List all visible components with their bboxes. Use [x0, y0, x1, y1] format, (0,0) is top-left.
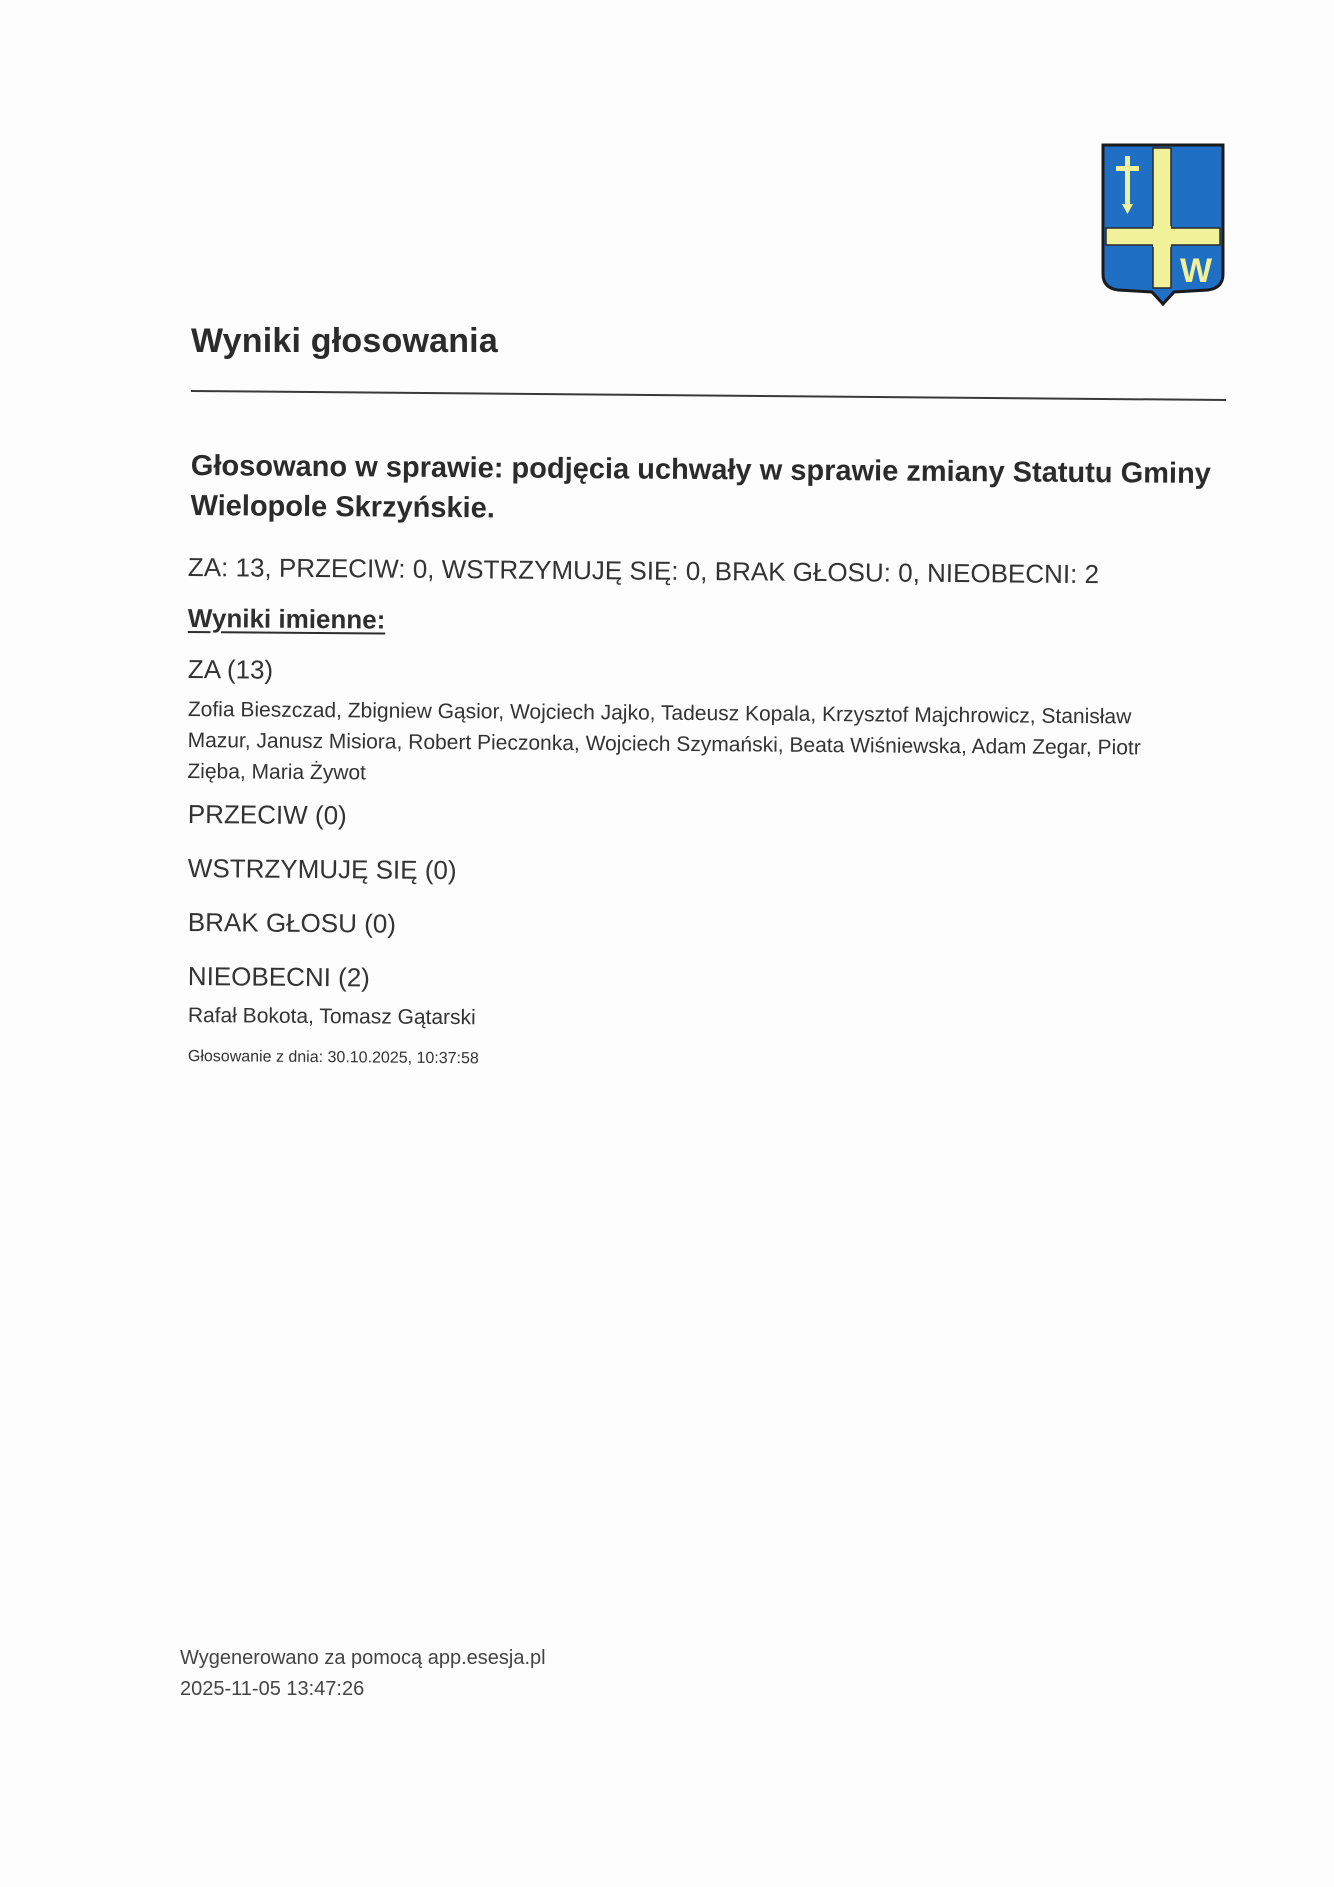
document-title: Wyniki głosowania	[191, 322, 498, 360]
coat-of-arms-icon	[1100, 142, 1226, 308]
named-results-heading: Wyniki imienne:	[187, 603, 386, 635]
vote-date: Głosowanie z dnia: 30.10.2025, 10:37:58	[187, 1048, 479, 1068]
group-brak-glosu-label: BRAK GŁOSU (0)	[187, 907, 397, 939]
group-nieobecni-label: NIEOBECNI (2)	[187, 961, 371, 993]
vote-summary: ZA: 13, PRZECIW: 0, WSTRZYMUJĘ SIĘ: 0, BRAK GŁOSU: 0, NIEOBECNI: 2	[187, 552, 1100, 590]
group-za-label: ZA (13)	[187, 654, 274, 685]
title-divider	[191, 390, 1226, 401]
footer	[180, 1643, 546, 1705]
group-za-names: Zofia Bieszczad, Zbigniew Gąsior, Wojciech Jajko, Tadeusz Kopala, Krzysztof Majchrowicz, Stanisław Mazur, Janusz Misiora, Robert Pieczonka, Wojciech Szymański, Beata Wiśniewska, Adam Zegar, Piotr Zięba, Maria Żywot	[187, 697, 1141, 785]
footer-generated-at: 2025-11-05 13:47:26	[180, 1678, 365, 1700]
crest-letter: W	[1179, 252, 1213, 290]
group-nieobecni-names: Rafał Bokota, Tomasz Gątarski	[187, 1003, 476, 1030]
footer-generated-by: Wygenerowano za pomocą app.esesja.pl	[180, 1647, 546, 1669]
vote-subject: Głosowano w sprawie: podjęcia uchwały w sprawie zmiany Statutu Gminy Wielopole Skrzyńskie.	[190, 449, 1212, 525]
group-wstrzymuje-label: WSTRZYMUJĘ SIĘ (0)	[187, 853, 457, 886]
group-przeciw-label: PRZECIW (0)	[187, 799, 347, 831]
